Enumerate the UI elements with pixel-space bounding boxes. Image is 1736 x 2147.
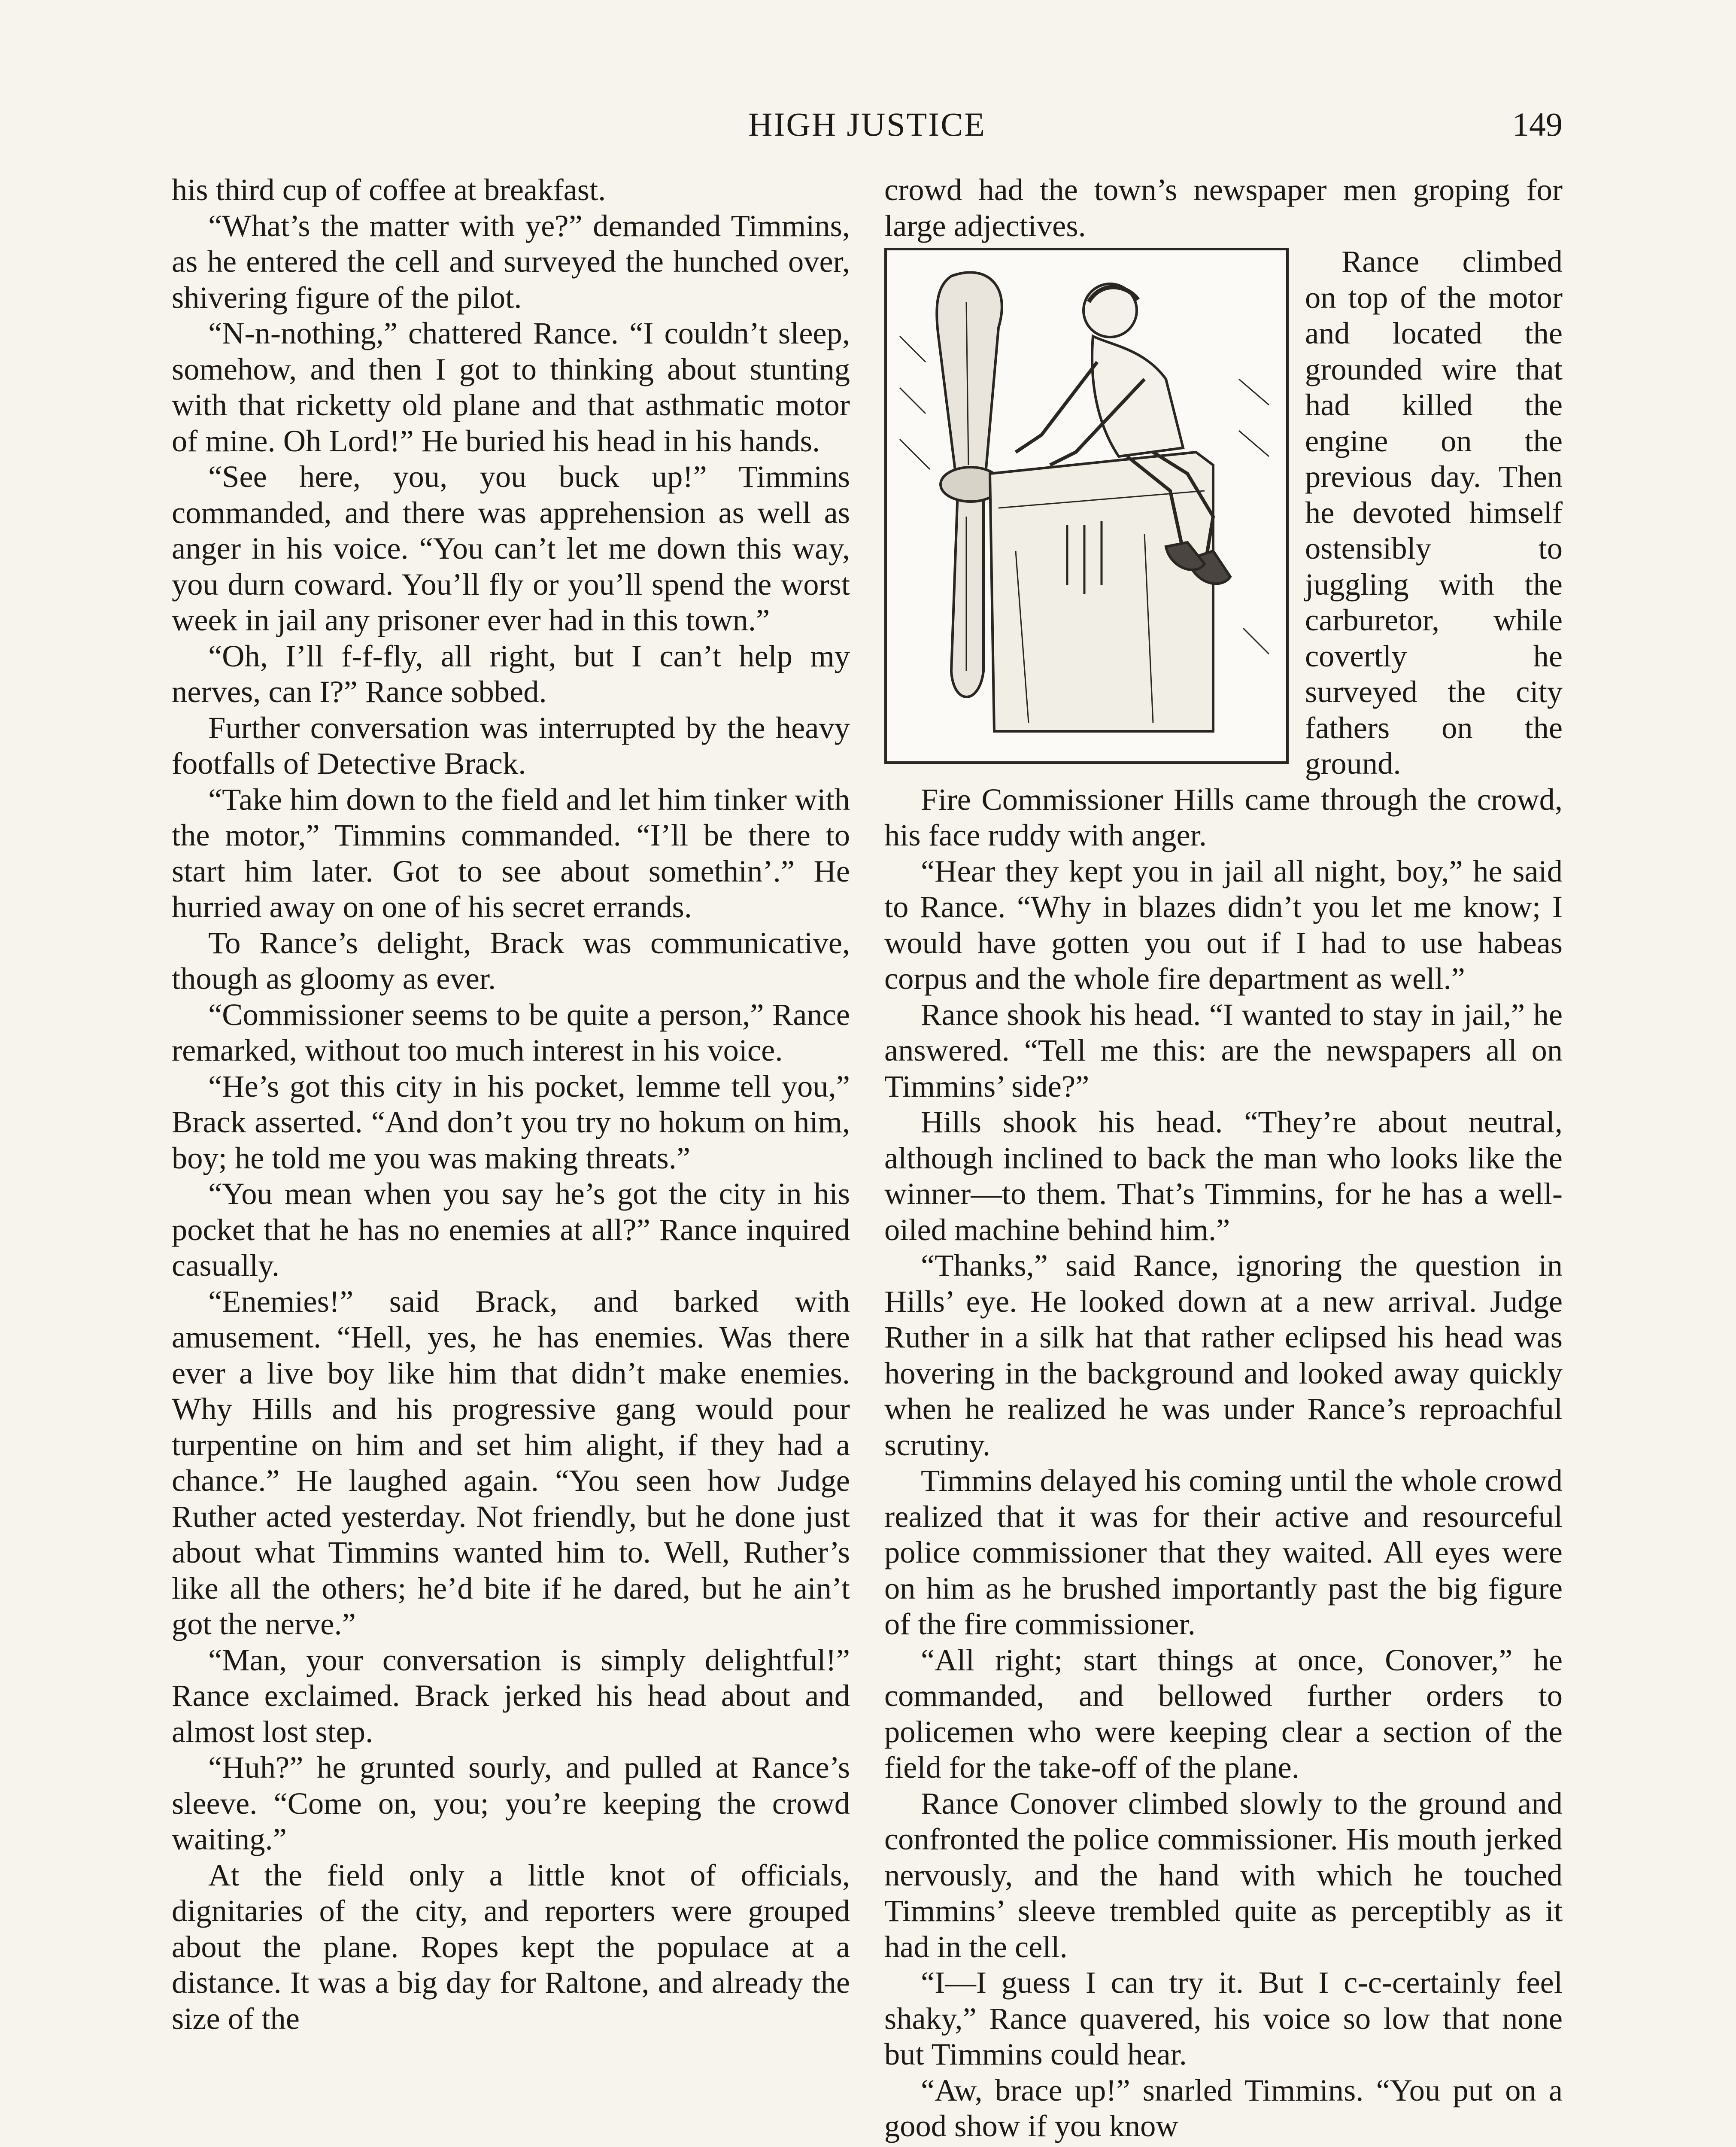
paragraph: “I—I guess I can try it. But I c-c-certainly feel shaky,” Rance quavered, his voice so low that none but Timmins could hear. — [884, 1965, 1563, 2071]
paragraph: “Commissioner seems to be quite a person,” Rance remarked, without too much interest in his voice. — [172, 997, 850, 1067]
page-number: 149 — [1512, 106, 1563, 143]
left-column — [172, 172, 850, 2036]
illustration-drawing — [887, 250, 1281, 756]
paragraph: Rance shook his head. “I wanted to stay in jail,” he answered. “Tell me this: are the newspapers all on Timmins’ side?” — [884, 997, 1563, 1104]
paragraph: “Huh?” he grunted sourly, and pulled at Rance’s sleeve. “Come on, you; you’re keeping the crowd waiting.” — [172, 1750, 850, 1856]
paragraph: Further conversation was interrupted by the heavy footfalls of Detective Brack. — [172, 710, 850, 781]
paragraph: “Take him down to the field and let him tinker with the motor,” Timmins commanded. “I’ll be there to start him later. Got to see about somethin’.” He hurried away on one of his secret errands. — [172, 782, 850, 924]
paragraph: “You mean when you say he’s got the city in his pocket that he has no enemies at all?” Rance inquired casually. — [172, 1176, 850, 1283]
running-title: HIGH JUSTICE — [748, 106, 986, 143]
paragraph: “Thanks,” said Rance, ignoring the question in Hills’ eye. He looked down at a new arrival. Judge Ruther in a silk hat that rather eclipsed his head was hovering in the background and looked away quickly when he realized he was under Rance’s reproachful scrutiny. — [884, 1248, 1563, 1462]
paragraph: crowd had the town’s newspaper men groping for large adjectives. — [884, 172, 1563, 243]
paragraph: Rance Conover climbed slowly to the ground and confronted the police commissioner. His mouth jerked nervously, and the hand with which he touched Timmins’ sleeve trembled quite as perceptibly as it had in the cell. — [884, 1785, 1563, 1964]
paragraph: “See here, you, you buck up!” Timmins commanded, and there was apprehension as well as anger in his voice. “You can’t let me down this way, you durn coward. You’ll fly or you’ll spend the worst week in jail any prisoner ever had in this town.” — [172, 459, 850, 637]
paragraph: Rance climbed on top of the motor and located the grounded wire that had killed the engine on the previous day. Then he devoted himself ostensibly to juggling with the carburetor, while covertly he surveyed the city fathers on the ground. — [1305, 244, 1563, 781]
paragraph: his third cup of coffee at breakfast. — [172, 172, 606, 207]
right-column — [884, 172, 1563, 2144]
paragraph: “Oh, I’ll f-f-fly, all right, but I can’t help my nerves, can I?” Rance sobbed. — [172, 638, 850, 709]
paragraph: “All right; start things at once, Conover,” he commanded, and bellowed further orders to policemen who were keeping clear a section of the field for the take-off of the plane. — [884, 1642, 1563, 1785]
paragraph: Timmins delayed his coming until the whole crowd realized that it was for their active and resourceful police commissioner that they waited. All eyes were on him as he brushed importantly past the big figure of the fire commissioner. — [884, 1463, 1563, 1641]
paragraph: At the field only a little knot of officials, dignitaries of the city, and reporters were grouped about the plane. Ropes kept the populace at a distance. It was a big day for Raltone, and already the size of the — [172, 1857, 850, 2036]
paragraph: Hills shook his head. “They’re about neutral, although inclined to back the man who looks like the winner—to them. That’s Timmins, for he has a well-oiled machine behind him.” — [884, 1104, 1563, 1247]
paragraph: “Hear they kept you in jail all night, boy,” he said to Rance. “Why in blazes didn’t you let me know; I would have gotten you out if I had to use habeas corpus and the whole fire department as well.” — [884, 853, 1563, 996]
paragraph: “What’s the matter with ye?” demanded Timmins, as he entered the cell and surveyed the hunched over, shivering figure of the pilot. — [172, 208, 850, 315]
paragraph: To Rance’s delight, Brack was communicative, though as gloomy as ever. — [172, 925, 850, 996]
man-working-on-airplane-engine-drawing — [884, 248, 1289, 764]
running-head — [172, 103, 1563, 150]
paragraph: Fire Commissioner Hills came through the crowd, his face ruddy with anger. — [884, 782, 1563, 852]
paragraph: “Enemies!” said Brack, and barked with amusement. “Hell, yes, he has enemies. Was there ever a live boy like him that didn’t make enemies. Why Hills and his progressive gang would pour turpentine on him and set him alight, if they had a chance.” He laughed again. “You seen how Judge Ruther acted yesterday. Not friendly, but he done just about what Timmins wanted him to. Well, Ruther’s like all the others; he’d bite if he dared, but he ain’t got the nerve.” — [172, 1283, 850, 1641]
paragraph: “N-n-nothing,” chattered Rance. “I couldn’t sleep, somehow, and then I got to thinking about stunting with that ricketty old plane and that asthmatic motor of mine. Oh Lord!” He buried his head in his hands. — [172, 316, 850, 458]
paragraph: “He’s got this city in his pocket, lemme tell you,” Brack asserted. “And don’t you try no hokum on him, boy; he told me you was making threats.” — [172, 1068, 850, 1175]
paragraph: “Man, your conversation is simply delightful!” Rance exclaimed. Brack jerked his head about and almost lost step. — [172, 1642, 850, 1749]
paragraph: “Aw, brace up!” snarled Timmins. “You put on a good show if you know — [884, 2072, 1563, 2143]
